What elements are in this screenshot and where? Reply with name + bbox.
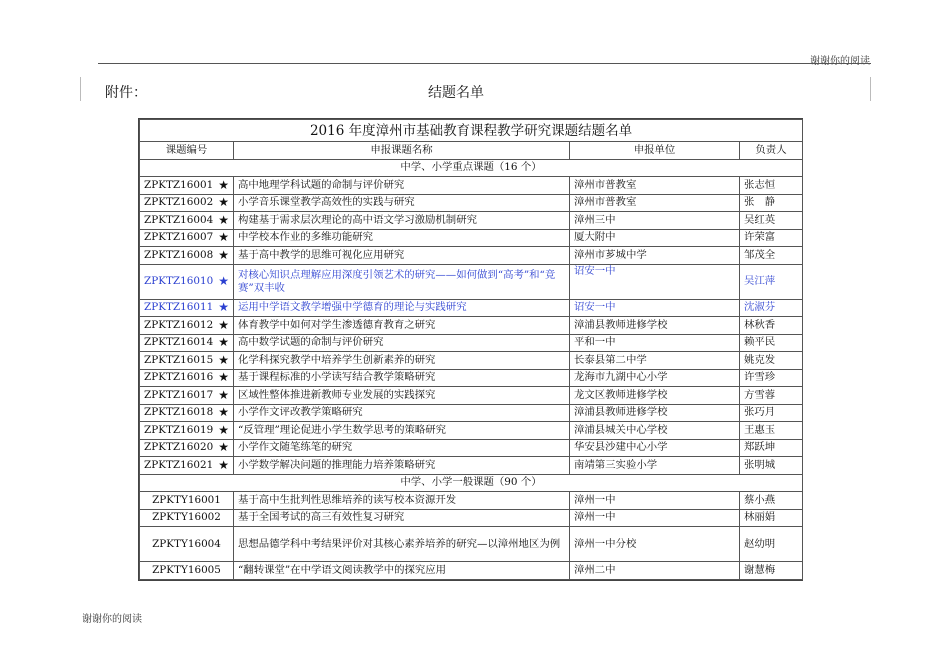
table-row bbox=[140, 177, 803, 195]
table-row bbox=[140, 369, 803, 387]
project-title: 区域性整体推进新教师专业发展的实践探究 bbox=[234, 387, 570, 405]
project-code: ZPKTZ16008 bbox=[144, 248, 214, 261]
results-table bbox=[138, 118, 803, 581]
project-unit: 诏安一中 bbox=[570, 299, 740, 317]
project-code-cell bbox=[140, 404, 234, 422]
project-title: 运用中学语文教学增强中学德育的理论与实践研究 bbox=[234, 299, 570, 317]
project-code: ZPKTZ16021 bbox=[144, 458, 214, 471]
project-code-cell bbox=[140, 299, 234, 317]
project-title: 小学数学解决问题的推理能力培养策略研究 bbox=[234, 457, 570, 475]
project-code-cell bbox=[140, 317, 234, 335]
star-icon: ★ bbox=[218, 335, 229, 350]
project-code-cell bbox=[140, 229, 234, 247]
project-code-cell bbox=[140, 247, 234, 265]
project-code: ZPKTY16001 bbox=[140, 492, 234, 510]
project-leader: 张巧月 bbox=[740, 404, 803, 422]
project-leader: 吴江萍 bbox=[740, 264, 803, 299]
table-row bbox=[140, 404, 803, 422]
project-code-cell bbox=[140, 177, 234, 195]
project-unit: 南靖第三实验小学 bbox=[570, 457, 740, 475]
project-leader: 沈淑芬 bbox=[740, 299, 803, 317]
project-leader: 林秋香 bbox=[740, 317, 803, 335]
header-rule bbox=[98, 63, 871, 64]
project-code-cell bbox=[140, 457, 234, 475]
project-unit: 诏安一中 bbox=[570, 264, 740, 299]
project-title: 构建基于需求层次理论的高中语文学习激励机制研究 bbox=[234, 212, 570, 230]
project-code: ZPKTZ16014 bbox=[144, 336, 214, 349]
project-unit: 平和一中 bbox=[570, 334, 740, 352]
table-row bbox=[140, 562, 803, 580]
project-unit: 龙海市九湖中心小学 bbox=[570, 369, 740, 387]
project-unit: 漳浦县城关中心学校 bbox=[570, 422, 740, 440]
project-unit: 漳州三中 bbox=[570, 212, 740, 230]
project-leader: 邹茂全 bbox=[740, 247, 803, 265]
table-row bbox=[140, 492, 803, 510]
project-title: 化学科探究教学中培养学生创新素养的研究 bbox=[234, 352, 570, 370]
left-margin-mark bbox=[80, 77, 81, 101]
project-code-cell bbox=[140, 264, 234, 299]
project-title: 对核心知识点理解应用深度引领艺术的研究——如何做到“高考”和“竞赛”双丰收 bbox=[234, 264, 570, 299]
column-header-code: 课题编号 bbox=[140, 142, 234, 160]
star-icon: ★ bbox=[218, 370, 229, 385]
project-code: ZPKTZ16016 bbox=[144, 371, 214, 384]
table-row bbox=[140, 509, 803, 527]
star-icon: ★ bbox=[218, 195, 229, 210]
project-leader: 林丽娟 bbox=[740, 509, 803, 527]
project-unit: 漳州市普教室 bbox=[570, 194, 740, 212]
column-header-leader: 负责人 bbox=[740, 142, 803, 160]
project-unit: 漳浦县教师进修学校 bbox=[570, 404, 740, 422]
project-code: ZPKTZ16004 bbox=[144, 213, 214, 226]
star-icon: ★ bbox=[218, 300, 229, 315]
table-caption-row bbox=[140, 120, 803, 142]
project-code-cell bbox=[140, 387, 234, 405]
project-leader: 许雪珍 bbox=[740, 369, 803, 387]
section-label: 中学、小学重点课题（16 个） bbox=[140, 159, 803, 177]
project-leader: 方雪蓉 bbox=[740, 387, 803, 405]
star-icon: ★ bbox=[218, 177, 229, 192]
right-margin-mark bbox=[870, 77, 871, 101]
project-leader: 蔡小燕 bbox=[740, 492, 803, 510]
project-code: ZPKTZ16002 bbox=[144, 196, 214, 209]
project-code: ZPKTY16005 bbox=[140, 562, 234, 580]
section-row bbox=[140, 159, 803, 177]
star-icon: ★ bbox=[218, 230, 229, 245]
project-leader: 郑跃坤 bbox=[740, 439, 803, 457]
table-row bbox=[140, 264, 803, 299]
table-row bbox=[140, 247, 803, 265]
project-code: ZPKTZ16001 bbox=[144, 178, 214, 191]
project-title: “翻转课堂”在中学语文阅读教学中的探究应用 bbox=[234, 562, 570, 580]
project-title: 基于全国考试的高三有效性复习研究 bbox=[234, 509, 570, 527]
project-leader: 谢慧梅 bbox=[740, 562, 803, 580]
project-leader: 王惠玉 bbox=[740, 422, 803, 440]
project-unit: 漳州一中 bbox=[570, 492, 740, 510]
project-title: 中学校本作业的多维功能研究 bbox=[234, 229, 570, 247]
project-title: 小学作文评改教学策略研究 bbox=[234, 404, 570, 422]
star-icon: ★ bbox=[218, 422, 229, 437]
star-icon: ★ bbox=[218, 317, 229, 332]
project-unit: 漳州市普教室 bbox=[570, 177, 740, 195]
project-leader: 张明城 bbox=[740, 457, 803, 475]
project-title: 思想品德学科中考结果评价对其核心素养培养的研究—以漳州地区为例 bbox=[234, 527, 570, 562]
project-unit: 漳州市芗城中学 bbox=[570, 247, 740, 265]
project-code-cell bbox=[140, 194, 234, 212]
star-icon: ★ bbox=[218, 212, 229, 227]
table-row bbox=[140, 422, 803, 440]
project-code-cell bbox=[140, 334, 234, 352]
table-row bbox=[140, 194, 803, 212]
project-unit: 厦大附中 bbox=[570, 229, 740, 247]
star-icon: ★ bbox=[218, 405, 229, 420]
project-title: 小学音乐课堂教学高效性的实践与研究 bbox=[234, 194, 570, 212]
table-header-row bbox=[140, 142, 803, 160]
project-code: ZPKTY16004 bbox=[140, 527, 234, 562]
page-header-note: 谢谢你的阅读 bbox=[810, 56, 870, 67]
project-code: ZPKTY16002 bbox=[140, 509, 234, 527]
table-caption: 2016 年度漳州市基础教育课程教学研究课题结题名单 bbox=[140, 120, 803, 142]
section-label: 中学、小学一般课题（90 个） bbox=[140, 474, 803, 492]
table-row bbox=[140, 212, 803, 230]
project-leader: 张志恒 bbox=[740, 177, 803, 195]
project-code: ZPKTZ16011 bbox=[144, 301, 214, 314]
table-row bbox=[140, 299, 803, 317]
project-unit: 长泰县第二中学 bbox=[570, 352, 740, 370]
project-leader: 张 静 bbox=[740, 194, 803, 212]
project-leader: 赵幼明 bbox=[740, 527, 803, 562]
star-icon: ★ bbox=[218, 274, 229, 288]
project-unit: 漳州一中分校 bbox=[570, 527, 740, 562]
project-code-cell bbox=[140, 439, 234, 457]
section-row bbox=[140, 474, 803, 492]
project-title: 高中地理学科试题的命制与评价研究 bbox=[234, 177, 570, 195]
table-row bbox=[140, 317, 803, 335]
project-code-cell bbox=[140, 352, 234, 370]
table-row bbox=[140, 334, 803, 352]
star-icon: ★ bbox=[218, 247, 229, 262]
column-header-unit: 申报单位 bbox=[570, 142, 740, 160]
project-title: 基于高中教学的思维可视化应用研究 bbox=[234, 247, 570, 265]
project-code: ZPKTZ16010 bbox=[144, 275, 214, 287]
star-icon: ★ bbox=[218, 457, 229, 472]
project-unit: 漳州一中 bbox=[570, 509, 740, 527]
project-leader: 姚克发 bbox=[740, 352, 803, 370]
table-row bbox=[140, 439, 803, 457]
table-row bbox=[140, 229, 803, 247]
project-title: 小学作文随笔练笔的研究 bbox=[234, 439, 570, 457]
project-code: ZPKTZ16017 bbox=[144, 388, 214, 401]
project-leader: 赖平民 bbox=[740, 334, 803, 352]
page-footer-note: 谢谢你的阅读 bbox=[82, 614, 142, 625]
project-leader: 吴红英 bbox=[740, 212, 803, 230]
project-title: 高中数学试题的命制与评价研究 bbox=[234, 334, 570, 352]
project-code: ZPKTZ16012 bbox=[144, 318, 214, 331]
table-row bbox=[140, 352, 803, 370]
attachment-label: 附件： bbox=[105, 85, 147, 101]
project-code: ZPKTZ16018 bbox=[144, 406, 214, 419]
document-title: 结题名单 bbox=[428, 85, 484, 101]
project-unit: 龙文区教师进修学校 bbox=[570, 387, 740, 405]
table-row bbox=[140, 457, 803, 475]
project-title: “反管理”理论促进小学生数学思考的策略研究 bbox=[234, 422, 570, 440]
project-code: ZPKTZ16019 bbox=[144, 423, 214, 436]
project-code: ZPKTZ16007 bbox=[144, 231, 214, 244]
project-unit: 漳浦县教师进修学校 bbox=[570, 317, 740, 335]
project-unit: 漳州二中 bbox=[570, 562, 740, 580]
column-header-title: 申报课题名称 bbox=[234, 142, 570, 160]
table-row bbox=[140, 527, 803, 562]
project-code: ZPKTZ16015 bbox=[144, 353, 214, 366]
project-code-cell bbox=[140, 422, 234, 440]
star-icon: ★ bbox=[218, 440, 229, 455]
project-code: ZPKTZ16020 bbox=[144, 441, 214, 454]
project-title: 体育教学中如何对学生渗透德育教育之研究 bbox=[234, 317, 570, 335]
star-icon: ★ bbox=[218, 387, 229, 402]
table-row bbox=[140, 387, 803, 405]
star-icon: ★ bbox=[218, 352, 229, 367]
project-code-cell bbox=[140, 369, 234, 387]
project-title: 基于高中生批判性思维培养的读写校本资源开发 bbox=[234, 492, 570, 510]
project-leader: 许荣富 bbox=[740, 229, 803, 247]
project-code-cell bbox=[140, 212, 234, 230]
project-title: 基于课程标准的小学读写结合教学策略研究 bbox=[234, 369, 570, 387]
project-unit: 华安县沙建中心小学 bbox=[570, 439, 740, 457]
